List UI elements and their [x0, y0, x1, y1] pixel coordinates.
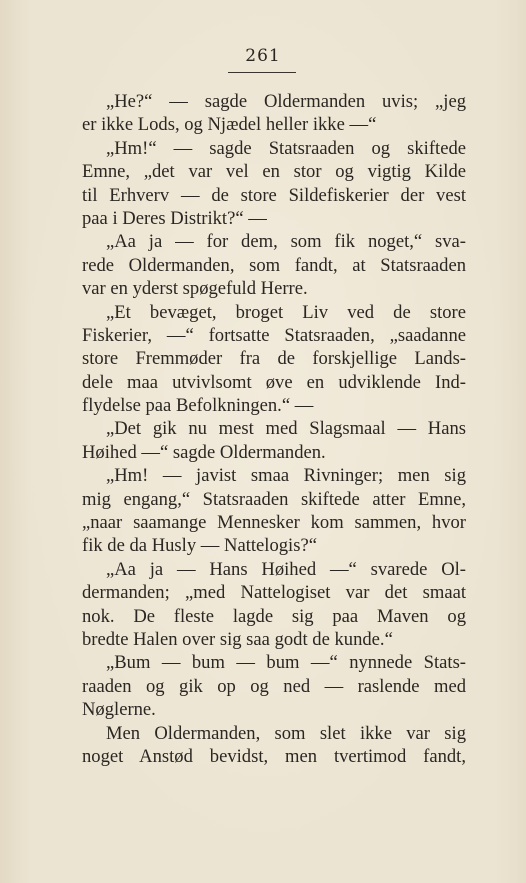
- text-line: „Bum — bum — bum —“ nynnede Stats-: [106, 652, 466, 674]
- text-line: paa i Deres Distrikt?“ —: [82, 207, 267, 229]
- page-number: 261: [245, 46, 281, 66]
- text-line: mig engang,“ Statsraaden skiftede atter Emne,: [82, 488, 466, 510]
- text-line: er ikke Lods, og Njædel heller ikke —“: [82, 114, 377, 136]
- text-line: noget Anstød bevidst, men tvertimod fandt,: [82, 745, 466, 767]
- text-line: flydelse paa Befolkningen.“ —: [82, 395, 314, 417]
- text-line: „Aa ja — Hans Høihed —“ svarede Ol-: [106, 558, 466, 580]
- text-line: nok. De fleste lagde sig paa Maven og: [82, 605, 466, 627]
- text-line: fik de da Husly — Nattelogis?“: [82, 535, 317, 557]
- text-line: rede Oldermanden, som fandt, at Statsraaden: [82, 254, 466, 276]
- text-line: „naar saamange Mennesker kom sammen, hvor: [82, 512, 466, 534]
- text-line: „Et bevæget, broget Liv ved de store: [106, 301, 466, 323]
- text-line: dele maa utvivlsomt øve en udviklende Ind-: [82, 371, 466, 393]
- text-line: „He?“ — sagde Oldermanden uvis; „jeg: [106, 91, 466, 112]
- text-line: bredte Halen over sig saa godt de kunde.“: [82, 628, 393, 650]
- text-line: „Aa ja — for dem, som fik noget,“ sva-: [106, 231, 466, 253]
- text-line: til Erhverv — de store Sildefiskerier der vest: [82, 184, 466, 206]
- text-line: raaden og gik op og ned — raslende med: [82, 675, 466, 697]
- header-rule: [228, 72, 296, 73]
- text-line: var en yderst spøgefuld Herre.: [82, 278, 308, 300]
- text-line: Nøglerne.: [82, 699, 156, 721]
- text-line: „Hm!“ — sagde Statsraaden og skiftede: [106, 137, 466, 159]
- text-line: Høihed —“ sagde Oldermanden.: [82, 441, 326, 463]
- text-line: store Fremmøder fra de forskjellige Lands-: [82, 348, 466, 370]
- body-text: [82, 90, 466, 768]
- text-line: dermanden; „med Nattelogiset var det smaat: [82, 582, 466, 604]
- text-line: „Hm! — javist smaa Rivninger; men sig: [106, 465, 466, 487]
- text-line: Fiskerier, —“ fortsatte Statsraaden, „saadanne: [82, 324, 466, 346]
- text-line: Emne, „det var vel en stor og vigtig Kilde: [82, 161, 466, 183]
- text-line: Men Oldermanden, som slet ikke var sig: [106, 722, 466, 744]
- text-line: „Det gik nu mest med Slagsmaal — Hans: [106, 418, 466, 440]
